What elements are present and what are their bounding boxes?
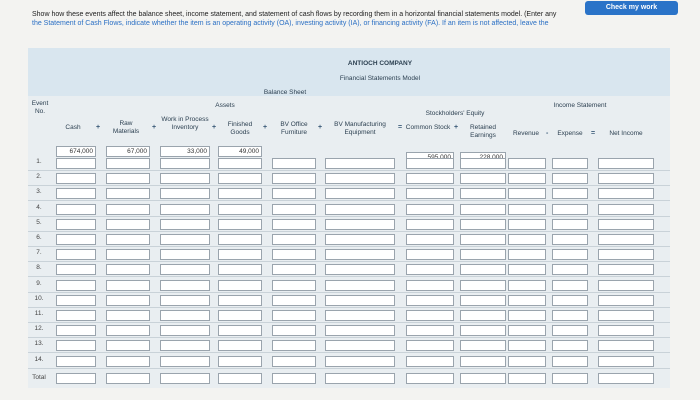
event-input-cell[interactable] — [598, 264, 654, 275]
total-input-cell[interactable] — [218, 373, 262, 384]
event-input-cell[interactable] — [160, 310, 210, 321]
event-input-cell[interactable] — [460, 204, 506, 215]
event-input-cell[interactable] — [106, 234, 150, 245]
col-revenue: Revenue — [512, 130, 540, 137]
event-input-cell[interactable] — [406, 234, 454, 245]
event-input-cell[interactable] — [552, 356, 588, 367]
event-input-cell[interactable] — [406, 158, 454, 169]
event-input-cell[interactable] — [552, 325, 588, 336]
event-input-cell[interactable] — [218, 280, 262, 291]
event-input-cell[interactable] — [552, 173, 588, 184]
event-input-cell[interactable] — [325, 280, 395, 291]
event-input-cell[interactable] — [272, 204, 316, 215]
event-input-cell[interactable] — [160, 356, 210, 367]
event-input-cell[interactable] — [218, 188, 262, 199]
event-input-cell[interactable] — [508, 234, 546, 245]
instruction-line-2: the Statement of Cash Flows, indicate whether the item is an operating activity (OA), investing activity (IA), or financing activity (FA). If an item is not affected, leave the — [32, 20, 549, 27]
company-name: ANTIOCH COMPANY — [347, 60, 413, 67]
event-input-cell[interactable] — [598, 204, 654, 215]
op-minus: - — [546, 130, 549, 137]
event-input-cell[interactable] — [218, 356, 262, 367]
event-input-cell[interactable] — [598, 356, 654, 367]
event-input-cell[interactable] — [218, 295, 262, 306]
event-input-cell[interactable] — [218, 325, 262, 336]
event-input-cell[interactable] — [552, 295, 588, 306]
total-input-cell[interactable] — [508, 373, 546, 384]
beginning-wip: 33,000 — [160, 146, 210, 157]
event-input-cell[interactable] — [325, 356, 395, 367]
event-input-cell[interactable] — [325, 173, 395, 184]
event-input-cell[interactable] — [552, 340, 588, 351]
row-divider — [28, 337, 670, 338]
event-input-cell[interactable] — [272, 188, 316, 199]
event-input-cell[interactable] — [56, 234, 96, 245]
event-input-cell[interactable] — [406, 173, 454, 184]
income-statement-header: Income Statement — [553, 102, 607, 109]
event-input-cell[interactable] — [552, 264, 588, 275]
model-subtitle: Financial Statements Model — [339, 75, 421, 82]
balance-sheet-header: Balance Sheet — [263, 89, 307, 96]
event-input-cell[interactable] — [160, 295, 210, 306]
event-input-cell[interactable] — [598, 158, 654, 169]
op-plus: + — [152, 124, 157, 131]
col-raw-materials: Raw Materials — [112, 120, 140, 135]
event-input-cell[interactable] — [460, 356, 506, 367]
event-input-cell[interactable] — [160, 204, 210, 215]
event-input-cell[interactable] — [106, 340, 150, 351]
total-input-cell[interactable] — [106, 373, 150, 384]
event-input-cell[interactable] — [56, 340, 96, 351]
col-common-stock: Common Stock — [405, 124, 451, 131]
total-input-cell[interactable] — [406, 373, 454, 384]
event-input-cell[interactable] — [272, 249, 316, 260]
event-input-cell[interactable] — [406, 340, 454, 351]
row-divider — [28, 292, 670, 293]
event-input-cell[interactable] — [218, 310, 262, 321]
op-plus: + — [318, 124, 323, 131]
op-equals: = — [398, 124, 403, 131]
event-input-cell[interactable] — [56, 280, 96, 291]
event-input-cell[interactable] — [460, 249, 506, 260]
event-input-cell[interactable] — [325, 234, 395, 245]
total-input-cell[interactable] — [598, 373, 654, 384]
event-input-cell[interactable] — [56, 310, 96, 321]
event-input-cell[interactable] — [325, 295, 395, 306]
col-net-income: Net Income — [609, 130, 643, 137]
event-input-cell[interactable] — [508, 340, 546, 351]
event-input-cell[interactable] — [552, 249, 588, 260]
stockholders-equity-header: Stockholders' Equity — [425, 110, 485, 117]
event-input-cell[interactable] — [272, 295, 316, 306]
event-input-cell[interactable] — [272, 356, 316, 367]
row-divider — [28, 352, 670, 353]
event-input-cell[interactable] — [160, 234, 210, 245]
event-input-cell[interactable] — [56, 295, 96, 306]
event-input-cell[interactable] — [325, 264, 395, 275]
event-input-cell[interactable] — [325, 158, 395, 169]
event-input-cell[interactable] — [598, 188, 654, 199]
total-input-cell[interactable] — [325, 373, 395, 384]
op-equals: = — [591, 130, 596, 137]
event-number: 10. — [34, 294, 44, 302]
event-input-cell[interactable] — [406, 325, 454, 336]
event-number: 11. — [34, 310, 44, 317]
event-input-cell[interactable] — [272, 340, 316, 351]
event-number: 9. — [36, 279, 42, 287]
event-input-cell[interactable] — [56, 188, 96, 199]
beginning-raw-materials: 67,000 — [106, 146, 150, 157]
event-input-cell[interactable] — [106, 264, 150, 275]
event-input-cell[interactable] — [460, 188, 506, 199]
event-input-cell[interactable] — [406, 204, 454, 215]
event-input-cell[interactable] — [508, 264, 546, 275]
event-input-cell[interactable] — [460, 219, 506, 230]
event-number: 12. — [34, 325, 44, 333]
event-input-cell[interactable] — [460, 325, 506, 336]
event-input-cell[interactable] — [325, 310, 395, 321]
event-input-cell[interactable] — [508, 310, 546, 321]
op-plus: + — [96, 124, 101, 131]
event-input-cell[interactable] — [406, 264, 454, 275]
event-input-cell[interactable] — [406, 188, 454, 199]
event-input-cell[interactable] — [552, 310, 588, 321]
event-input-cell[interactable] — [325, 340, 395, 351]
op-plus: + — [212, 124, 217, 131]
event-input-cell[interactable] — [56, 173, 96, 184]
col-wip: Work in Process Inventory — [161, 116, 209, 131]
event-input-cell[interactable] — [460, 280, 506, 291]
event-input-cell[interactable] — [106, 325, 150, 336]
event-input-cell[interactable] — [508, 219, 546, 230]
beginning-finished-goods: 49,000 — [218, 146, 262, 157]
event-number: 2. — [36, 173, 42, 181]
total-label: Total — [32, 374, 46, 381]
event-input-cell[interactable] — [160, 188, 210, 199]
event-input-cell[interactable] — [106, 204, 150, 215]
event-input-cell[interactable] — [218, 173, 262, 184]
event-number: 1. — [36, 158, 42, 165]
event-input-cell[interactable] — [325, 204, 395, 215]
col-bv-office: BV Office Furniture — [280, 121, 308, 136]
event-input-cell[interactable] — [406, 356, 454, 367]
row-divider — [28, 307, 670, 308]
event-number: 14. — [34, 355, 44, 363]
row-divider — [28, 231, 670, 232]
row-divider — [28, 246, 670, 247]
event-number: 6. — [36, 234, 42, 241]
event-input-cell[interactable] — [160, 340, 210, 351]
event-input-cell[interactable] — [272, 173, 316, 184]
event-input-cell[interactable] — [106, 310, 150, 321]
event-input-cell[interactable] — [598, 295, 654, 306]
event-input-cell[interactable] — [160, 325, 210, 336]
event-input-cell[interactable] — [508, 188, 546, 199]
event-input-cell[interactable] — [598, 340, 654, 351]
event-input-cell[interactable] — [56, 264, 96, 275]
event-input-cell[interactable] — [106, 173, 150, 184]
event-input-cell[interactable] — [552, 188, 588, 199]
event-input-cell[interactable] — [106, 219, 150, 230]
event-input-cell[interactable] — [552, 280, 588, 291]
event-input-cell[interactable] — [56, 204, 96, 215]
event-input-cell[interactable] — [272, 264, 316, 275]
event-input-cell[interactable] — [598, 280, 654, 291]
total-input-cell[interactable] — [160, 373, 210, 384]
event-input-cell[interactable] — [508, 173, 546, 184]
event-input-cell[interactable] — [272, 280, 316, 291]
col-finished-goods: Finished Goods — [227, 121, 253, 136]
event-input-cell[interactable] — [218, 158, 262, 169]
event-number: 8. — [36, 264, 42, 272]
event-input-cell[interactable] — [508, 249, 546, 260]
row-divider — [28, 322, 670, 323]
event-input-cell[interactable] — [272, 219, 316, 230]
event-input-cell[interactable] — [56, 325, 96, 336]
event-input-cell[interactable] — [508, 325, 546, 336]
row-divider — [28, 261, 670, 262]
event-input-cell[interactable] — [460, 264, 506, 275]
event-number: 4. — [36, 203, 42, 211]
event-input-cell[interactable] — [106, 158, 150, 169]
event-input-cell[interactable] — [460, 173, 506, 184]
event-input-cell[interactable] — [552, 204, 588, 215]
row-divider — [28, 200, 670, 201]
event-input-cell[interactable] — [218, 219, 262, 230]
col-retained-earnings: Retained Earnings — [469, 124, 497, 139]
event-input-cell[interactable] — [406, 249, 454, 260]
row-divider — [28, 368, 670, 369]
event-input-cell[interactable] — [106, 188, 150, 199]
table-header-band — [28, 48, 670, 96]
row-divider — [28, 276, 670, 277]
event-input-cell[interactable] — [552, 158, 588, 169]
event-input-cell[interactable] — [272, 234, 316, 245]
event-number: 13. — [34, 340, 44, 348]
col-expense: Expense — [557, 130, 583, 137]
event-input-cell[interactable] — [56, 356, 96, 367]
event-input-cell[interactable] — [598, 234, 654, 245]
event-input-cell[interactable] — [508, 280, 546, 291]
event-input-cell[interactable] — [508, 295, 546, 306]
event-input-cell[interactable] — [106, 356, 150, 367]
event-input-cell[interactable] — [160, 158, 210, 169]
event-input-cell[interactable] — [272, 158, 316, 169]
event-input-cell[interactable] — [460, 340, 506, 351]
event-input-cell[interactable] — [56, 249, 96, 260]
beginning-cash: 674,000 — [56, 146, 96, 157]
event-input-cell[interactable] — [272, 325, 316, 336]
check-my-work-button[interactable]: Check my work — [585, 1, 678, 15]
event-input-cell[interactable] — [460, 295, 506, 306]
event-input-cell[interactable] — [406, 280, 454, 291]
event-input-cell[interactable] — [160, 264, 210, 275]
event-input-cell[interactable] — [160, 219, 210, 230]
col-cash: Cash — [65, 124, 81, 131]
event-input-cell[interactable] — [325, 249, 395, 260]
instructions — [32, 10, 672, 28]
event-input-cell[interactable] — [56, 158, 96, 169]
row-divider — [28, 170, 670, 171]
event-input-cell[interactable] — [552, 234, 588, 245]
event-input-cell[interactable] — [598, 219, 654, 230]
event-input-cell[interactable] — [325, 219, 395, 230]
assets-header: Assets — [215, 102, 235, 109]
event-input-cell[interactable] — [598, 310, 654, 321]
event-input-cell[interactable] — [218, 249, 262, 260]
event-input-cell[interactable] — [508, 158, 546, 169]
row-divider — [28, 185, 670, 186]
event-input-cell[interactable] — [160, 173, 210, 184]
event-input-cell[interactable] — [272, 310, 316, 321]
event-input-cell[interactable] — [106, 295, 150, 306]
event-input-cell[interactable] — [106, 280, 150, 291]
event-input-cell[interactable] — [406, 295, 454, 306]
event-number: 7. — [36, 249, 42, 257]
event-input-cell[interactable] — [552, 219, 588, 230]
total-input-cell[interactable] — [272, 373, 316, 384]
event-input-cell[interactable] — [406, 310, 454, 321]
event-input-cell[interactable] — [598, 173, 654, 184]
total-input-cell[interactable] — [460, 373, 506, 384]
event-input-cell[interactable] — [406, 219, 454, 230]
event-input-cell[interactable] — [218, 204, 262, 215]
event-input-cell[interactable] — [218, 234, 262, 245]
event-input-cell[interactable] — [508, 204, 546, 215]
event-input-cell[interactable] — [460, 234, 506, 245]
event-input-cell[interactable] — [460, 158, 506, 169]
col-bv-mfg: BV Manufacturing Equipment — [334, 121, 386, 136]
event-input-cell[interactable] — [460, 310, 506, 321]
event-input-cell[interactable] — [508, 356, 546, 367]
event-input-cell[interactable] — [218, 264, 262, 275]
total-input-cell[interactable] — [56, 373, 96, 384]
event-no-header: Event No. — [31, 100, 49, 115]
event-number: 5. — [36, 218, 42, 226]
instruction-line-1: Show how these events affect the balance sheet, income statement, and statement of cash flows by recording them in a horizontal financial statements model. (Enter any — [32, 11, 557, 18]
op-plus: + — [263, 124, 268, 131]
event-input-cell[interactable] — [598, 249, 654, 260]
total-input-cell[interactable] — [552, 373, 588, 384]
op-plus: + — [454, 124, 459, 131]
event-input-cell[interactable] — [598, 325, 654, 336]
event-input-cell[interactable] — [56, 219, 96, 230]
event-input-cell[interactable] — [325, 325, 395, 336]
event-input-cell[interactable] — [160, 249, 210, 260]
event-number: 3. — [36, 188, 42, 196]
event-input-cell[interactable] — [160, 280, 210, 291]
row-divider — [28, 216, 670, 217]
event-input-cell[interactable] — [325, 188, 395, 199]
event-input-cell[interactable] — [106, 249, 150, 260]
event-input-cell[interactable] — [218, 340, 262, 351]
